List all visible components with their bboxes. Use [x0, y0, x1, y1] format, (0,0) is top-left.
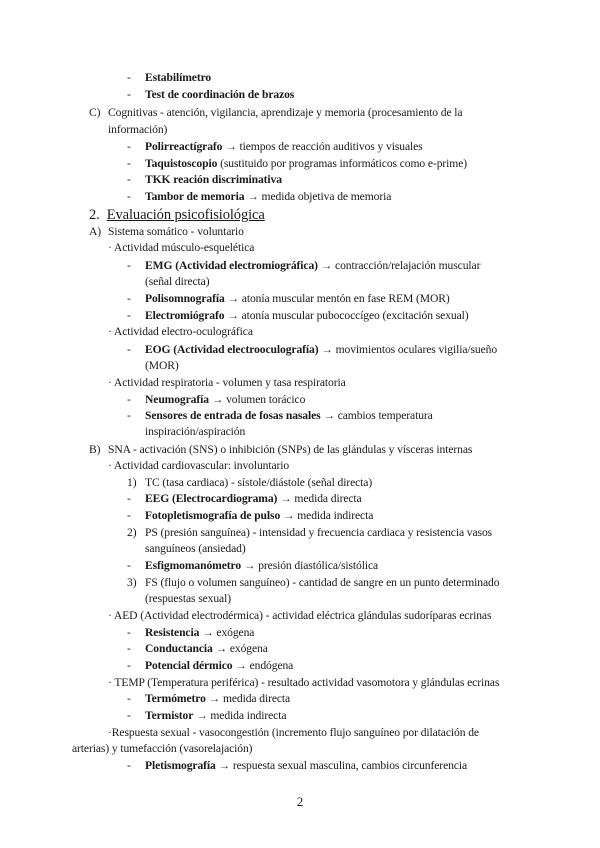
bullet-estabilimetro: - Estabilímetro [127, 71, 212, 84]
bullet-potencial: - Potencial dérmico → endógena [127, 659, 294, 672]
subheading-respuesta-sexual-cont: arterias) y tumefacción (vasorelajación) [72, 742, 253, 755]
bullet-emg: - EMG (Actividad electromiográfica) → contracción/relajación muscular [127, 259, 481, 272]
bullet-emg-cont: (señal directa) [145, 275, 210, 288]
subheading-temp: · TEMP (Temperatura periférica) - resultado actividad vasomotora y glándulas ecrinas [108, 676, 500, 689]
bullet-neumografia: - Neumografía → volumen torácico [127, 393, 306, 406]
bullet-termistor: - Termistor → medida indirecta [127, 709, 287, 722]
numbered-ps-cont: sanguíneos (ansiedad) [145, 542, 246, 555]
bullet-electromiografo: - Electromiógrafo → atonía muscular pubococcígeo (excitación sexual) [127, 309, 469, 322]
bullet-tambor-memoria: - Tambor de memoria → medida objetiva de memoria [127, 190, 392, 203]
bullet-sensores-cont: inspiración/aspiración [145, 425, 246, 438]
section-heading: 2. Evaluación psicofisiológica [89, 207, 265, 223]
bullet-eog: - EOG (Actividad electrooculografía) → movimientos oculares vigilia/sueño [127, 343, 498, 356]
subheading-cardiovascular: · Actividad cardiovascular: involuntario [108, 459, 290, 472]
bullet-tkk: - TKK reación discriminativa [127, 173, 282, 186]
bullet-esfigmomanometro: - Esfigmomanómetro → presión diastólica/sistólica [127, 559, 379, 572]
numbered-fs-cont: (respuestas sexual) [145, 592, 231, 605]
numbered-fs: 3) FS (flujo o volumen sanguíneo) - cantidad de sangre en un punto determinado [127, 576, 500, 589]
item-c-label: C) [89, 106, 101, 119]
subheading-respuesta-sexual: ·Respuesta sexual - vasocongestión (incremento flujo sanguíneo por dilatación de [108, 726, 479, 739]
subheading-musculo: · Actividad músculo-esquelética [108, 241, 255, 254]
subheading-oculografica: · Actividad electro-oculográfica [108, 325, 253, 338]
bullet-conductancia: - Conductancia → exógena [127, 642, 268, 655]
item-c-text-cont: información) [108, 123, 168, 136]
item-c-text: Cognitivas - atención, vigilancia, aprendizaje y memoria (procesamiento de la [108, 106, 463, 119]
bullet-polisomnografia: - Polisomnografía → atonía muscular mentón en fase REM (MOR) [127, 292, 450, 305]
bullet-eog-cont: (MOR) [145, 359, 179, 372]
subheading-aed: · AED (Actividad electrodérmica) - actividad eléctrica glándulas sudoríparas ecrinas [108, 609, 492, 622]
numbered-tc: 1) TC (tasa cardiaca) - sístole/diástole (señal directa) [127, 476, 373, 489]
item-b-text: SNA - activación (SNS) o inhibición (SNPs) de las glándulas y vísceras internas [108, 443, 473, 456]
bullet-fotopletismografia: - Fotopletismografía de pulso → medida indirecta [127, 509, 374, 522]
page-number: 2 [296, 794, 304, 809]
bullet-termometro: - Termómetro → medida directa [127, 692, 291, 705]
bullet-resistencia: - Resistencia → exógena [127, 626, 255, 639]
item-a-text: Sistema somático - voluntario [108, 225, 244, 238]
numbered-ps: 2) PS (presión sanguínea) - intensidad y frecuencia cardiaca y resistencia vasos [127, 526, 493, 539]
bullet-polirreactigrafo: - Polirreactígrafo → tiempos de reacción auditivos y visuales [127, 140, 423, 153]
bullet-pletismografia: - Pletismografía → respuesta sexual masculina, cambios circunferencia [127, 759, 468, 772]
item-a-label: A) [89, 225, 102, 238]
subheading-respiratoria: · Actividad respiratoria - volumen y tasa respiratoria [108, 376, 346, 389]
bullet-taquistoscopio: - Taquistoscopio (sustituido por programas informáticos como e-prime) [127, 157, 467, 170]
item-b-label: B) [89, 443, 101, 456]
bullet-sensores: - Sensores de entrada de fosas nasales → cambios temperatura [127, 409, 433, 422]
bullet-eeg: - EEG (Electrocardiograma) → medida directa [127, 492, 362, 505]
bullet-test-coordinacion: - Test de coordinación de brazos [127, 88, 295, 101]
